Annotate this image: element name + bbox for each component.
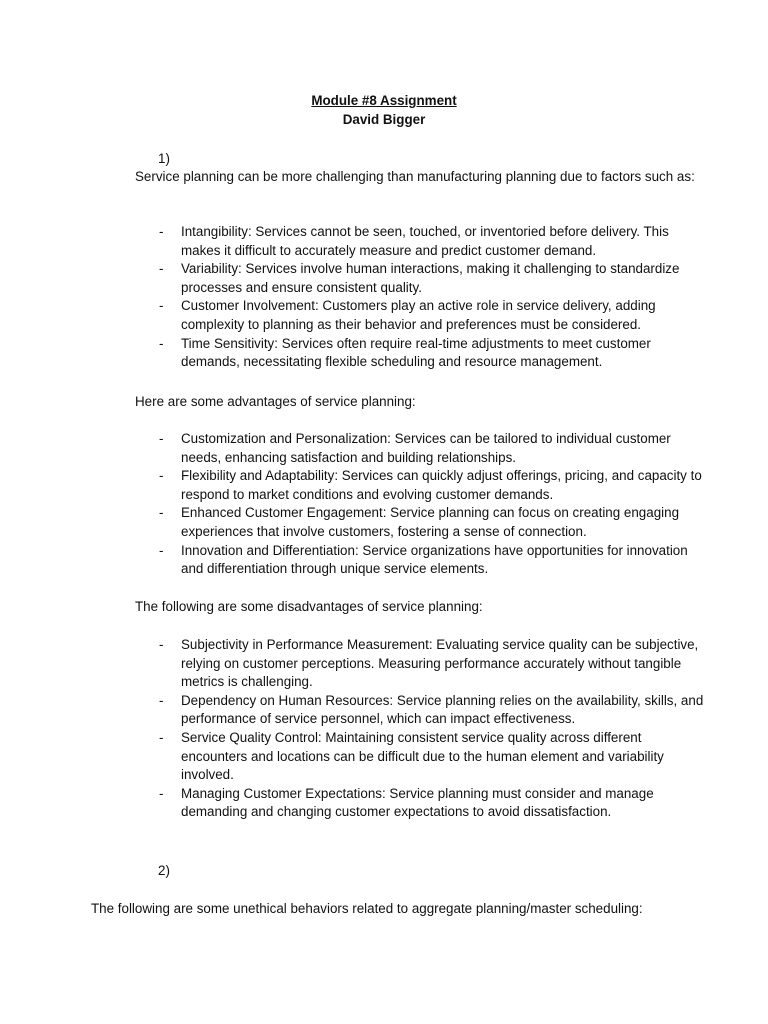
question-2-intro: The following are some unethical behaviors related to aggregate planning/master scheduling:	[91, 901, 643, 916]
list-item	[0, 335, 768, 372]
list-item-text: Dependency on Human Resources: Service planning relies on the availability, skills, and performance of service personnel, which can impact effectiveness.	[181, 692, 704, 727]
list-item	[0, 692, 768, 729]
document-title: Module #8 Assignment	[311, 93, 457, 108]
author-name: David Bigger	[342, 112, 426, 127]
dash-bullet: -	[159, 542, 164, 558]
advantages-intro: Here are some advantages of service planning:	[135, 394, 416, 409]
dash-bullet: -	[159, 505, 164, 521]
dash-bullet: -	[159, 785, 164, 801]
list-item	[0, 636, 768, 692]
dash-bullet: -	[159, 431, 164, 446]
dash-bullet: -	[159, 692, 164, 708]
dash-bullet: -	[159, 335, 164, 351]
list-item-text: Managing Customer Expectations: Service planning must consider and manage demanding and changing customer expectations to avoid dissatisfaction.	[181, 785, 654, 820]
question-1-intro: Service planning can be more challenging than manufacturing planning due to factors such as:	[135, 169, 695, 184]
list-item-text: Innovation and Differentiation: Service organizations have opportunities for innovation and differentiation through unique service elements.	[181, 542, 688, 577]
dash-bullet: -	[159, 298, 164, 314]
dash-bullet: -	[159, 261, 164, 277]
list-item	[0, 260, 768, 297]
question-1-number: 1)	[158, 151, 170, 166]
list-item-text: Customization and Personalization: Services can be tailored to individual customer needs, enhancing satisfaction and building relationships.	[181, 431, 671, 465]
list-item-text: Subjectivity in Performance Measurement: Evaluating service quality can be subjective, relying on customer perceptions. Measuring performance accurately without tangible metrics is challenging.	[181, 637, 699, 690]
list-item	[0, 467, 768, 504]
list-item	[0, 785, 768, 822]
list-item-text: Service Quality Control: Maintaining consistent service quality across different encounters and locations can be difficult due to the human element and variability involved.	[181, 729, 664, 783]
dash-bullet: -	[159, 224, 164, 239]
list-item	[0, 223, 768, 260]
challenges-list	[0, 223, 768, 372]
list-item	[0, 542, 768, 579]
list-item-text: Enhanced Customer Engagement: Service planning can focus on creating engaging experiences that involve customers, fostering a sense of connection.	[181, 505, 680, 539]
list-item	[0, 297, 768, 334]
list-item	[0, 430, 768, 467]
disadvantages-intro: The following are some disadvantages of service planning:	[135, 599, 483, 614]
dash-bullet: -	[159, 729, 164, 745]
list-item	[0, 729, 768, 785]
list-item-text: Time Sensitivity: Services often require real-time adjustments to meet customer demands, necessitating flexible scheduling and resource management.	[181, 335, 651, 370]
list-item-text: Flexibility and Adaptability: Services can quickly adjust offerings, pricing, and capacity to respond to market conditions and evolving customer demands.	[181, 468, 702, 502]
disadvantages-list	[0, 636, 768, 822]
list-item-text: Customer Involvement: Customers play an active role in service delivery, adding complexity to planning as their behavior and preferences must be considered.	[181, 298, 656, 332]
list-item-text: Variability: Services involve human interactions, making it challenging to standardize processes and ensure consistent quality.	[181, 261, 680, 295]
question-2-number: 2)	[158, 863, 170, 878]
advantages-list	[0, 430, 768, 579]
dash-bullet: -	[159, 468, 164, 484]
list-item-text: Intangibility: Services cannot be seen, touched, or inventoried before delivery. This makes it difficult to accurately measure and predict customer demand.	[181, 224, 669, 258]
dash-bullet: -	[159, 637, 164, 652]
list-item	[0, 504, 768, 541]
